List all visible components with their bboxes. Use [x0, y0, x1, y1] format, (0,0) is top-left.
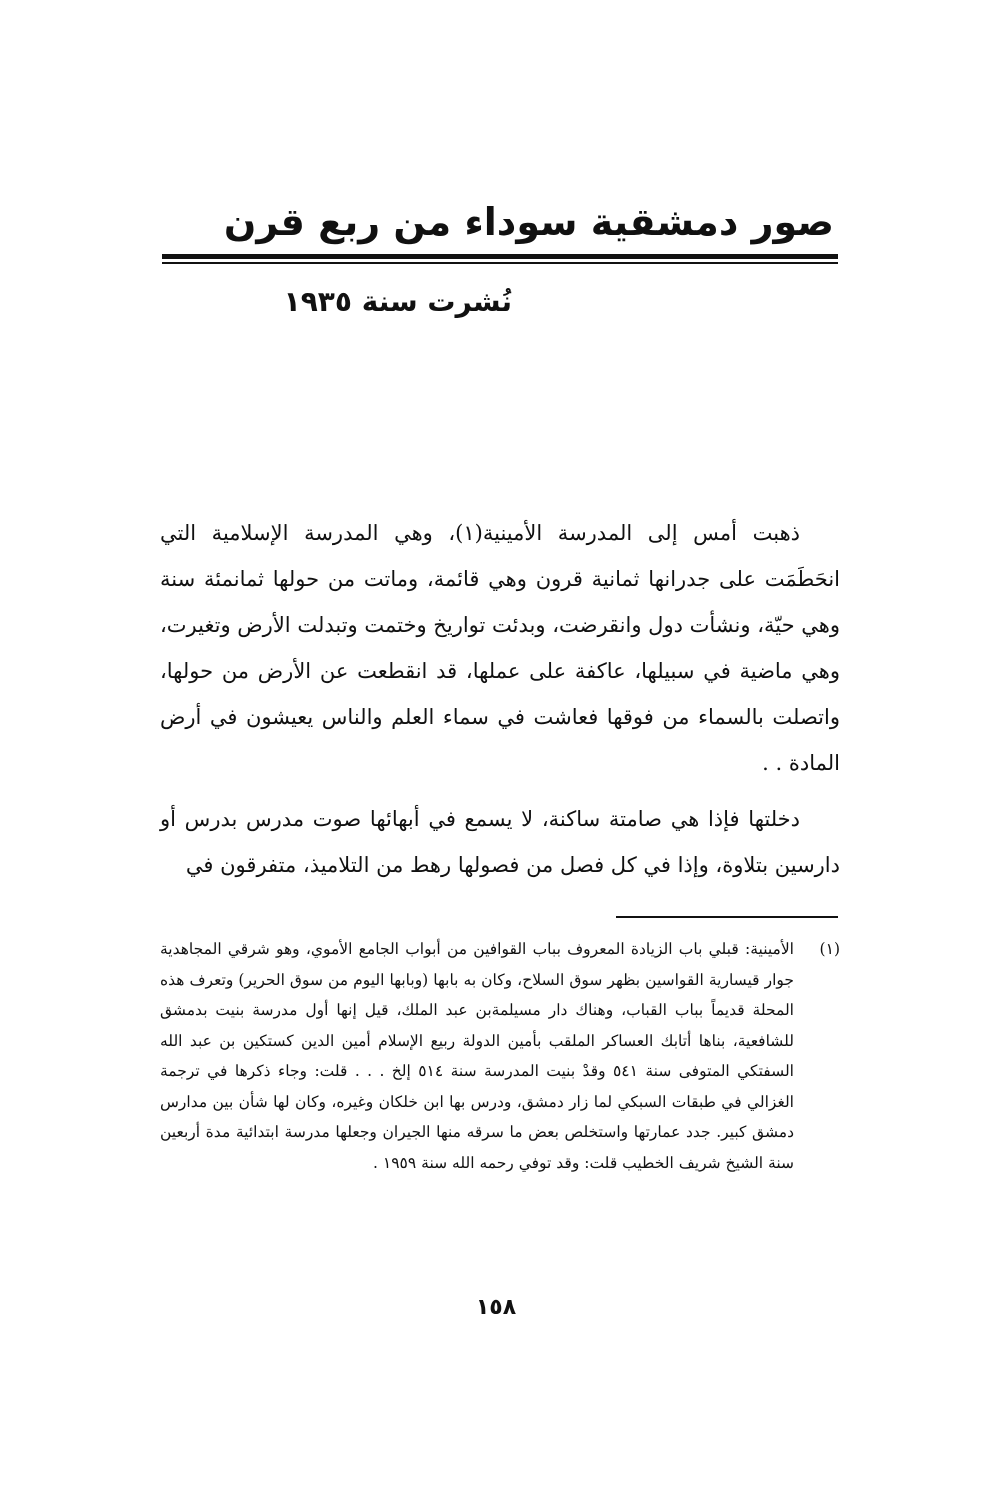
chapter-title: صور دمشقية سوداء من ربع قرن: [223, 200, 834, 244]
footnote-marker: (١): [819, 940, 840, 958]
footnote: [160, 934, 840, 1178]
footnote-separator: [616, 916, 838, 918]
publication-date: نُشرت سنة ١٩٣٥: [283, 285, 512, 318]
title-rule-thick: [162, 254, 838, 259]
title-rule-thin: [162, 262, 838, 264]
paragraph: دخلتها فإذا هي صامتة ساكنة، لا يسمع في أبهائها صوت مدرس بدرس أو دارسين بتلاوة، وإذا في كل فصل من فصولها رهط من التلاميذ، متفرقون في: [160, 807, 840, 877]
body-text: [160, 510, 840, 898]
footnote-text: الأمينية: قبلي باب الزيادة المعروف بباب القوافين من أبواب الجامع الأموي، وهو شرقي المجاهدية جوار قيسارية القواسين بظهر سوق السلاح، وكان به بابها (وبابها اليوم من سوق الحرير) وتعرف هذه المحلة قديماً بباب القباب، وهناك دار مسيلمةبن عبد الملك، قيل إنها أول مدرسة بنيت بدمشق للشافعية، بناها أتابك العساكر الملقب بأمين الدولة ربيع الإسلام أمين الدين كستكين بن عبد الله السفتكي المتوفى سنة ٥٤١ وقدْ بنيت المدرسة سنة ٥١٤ إلخ . . . قلت: وجاء ذكرها في ترجمة الغزالي في طبقات السبكي لما زار دمشق، ودرس بها ابن خلكان وغيره، وكان لها شأن بين مدارس دمشق كبير. جدد عمارتها واستخلص بعض ما سرقه منها الجيران وجعلها مدرسة ابتدائية مدة أربعين سنة الشيخ شريف الخطيب قلت: وقد توفي رحمه الله سنة ١٩٥٩ .: [160, 940, 794, 1172]
page-number: ١٥٨: [475, 1295, 517, 1320]
paragraph: ذهبت أمس إلى المدرسة الأمينية(١)، وهي المدرسة الإسلامية التي انحَطَمَت على جدرانها ثمانية قرون وهي قائمة، وماتت من حولها ثمانمئة سنة وهي حيّة، ونشأت دول وانقرضت، وبدئت تواريخ وختمت وتبدلت الأرض وتغيرت، وهي ماضية في سبيلها، عاكفة على عملها، قد انقطعت عن الأرض من حولها، واتصلت بالسماء من فوقها فعاشت في سماء العلم والناس يعيشون في أرض المادة . .: [160, 521, 840, 775]
